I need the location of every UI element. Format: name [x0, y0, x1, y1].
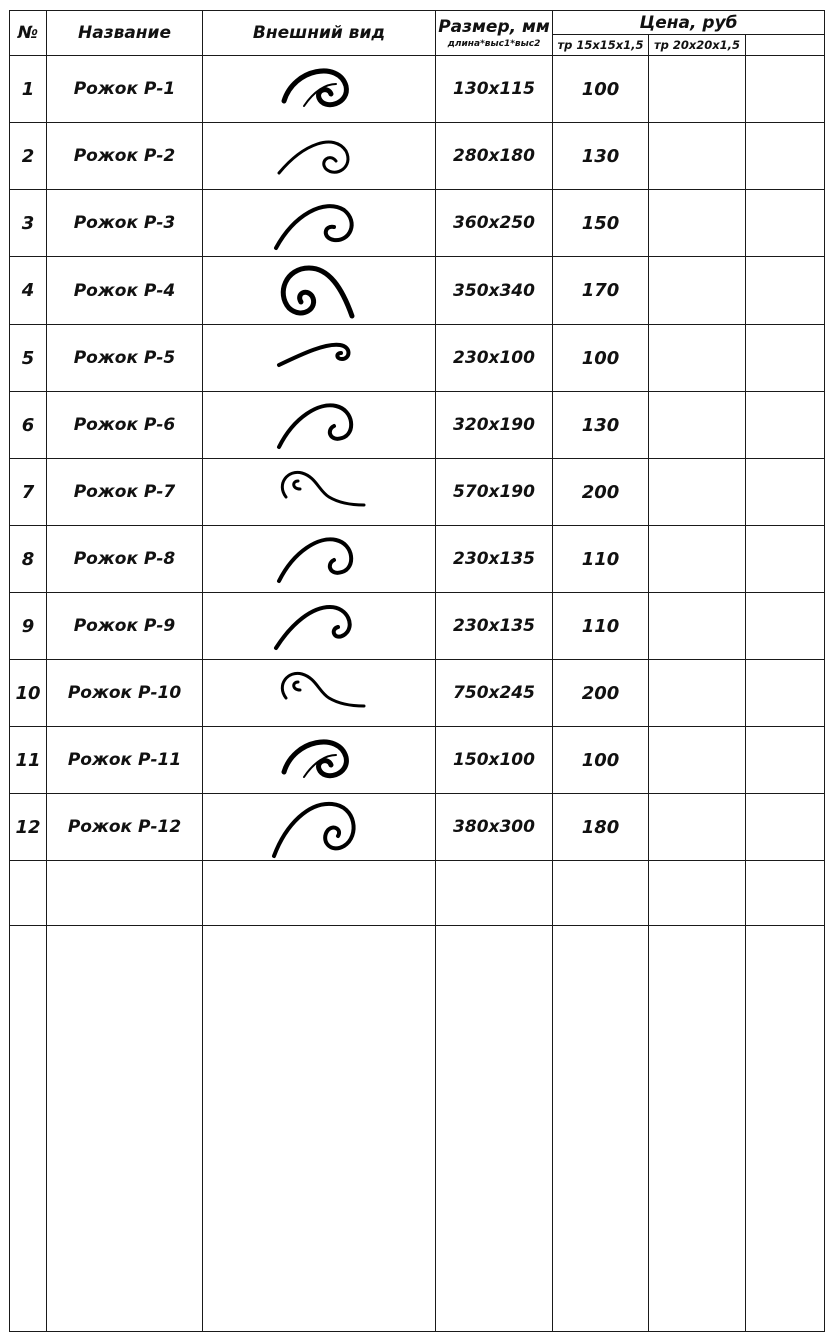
empty-cell — [649, 926, 746, 1332]
row-image — [203, 123, 436, 190]
table-row — [10, 56, 825, 123]
empty-cell — [47, 926, 203, 1332]
row-price-15x15: 200 — [553, 459, 649, 526]
row-price-20x20 — [649, 56, 746, 123]
header-size-title: Размер, мм — [438, 17, 550, 37]
row-name: Рожок Р-9 — [47, 593, 203, 660]
empty-cell — [10, 926, 47, 1332]
row-price-20x20 — [649, 123, 746, 190]
row-image — [203, 257, 436, 325]
table-row — [10, 123, 825, 190]
row-size: 230х100 — [436, 325, 553, 392]
header-view: Внешний вид — [203, 11, 436, 56]
scroll-large-icon — [264, 794, 374, 860]
table-row — [10, 392, 825, 459]
row-name: Рожок Р-3 — [47, 190, 203, 257]
header-size — [436, 11, 553, 56]
row-number: 9 — [10, 593, 47, 660]
row-price-15x15: 100 — [553, 727, 649, 794]
table-row — [10, 794, 825, 861]
row-price-20x20 — [649, 593, 746, 660]
empty-cell — [10, 861, 47, 926]
row-price-extra — [746, 325, 825, 392]
header-name: Название — [47, 11, 203, 56]
row-size: 350х340 — [436, 257, 553, 325]
empty-cell — [746, 861, 825, 926]
header-size-subtitle: длина*выс1*выс2 — [447, 39, 541, 49]
empty-cell — [203, 861, 436, 926]
price-table — [9, 10, 825, 1332]
row-number: 2 — [10, 123, 47, 190]
row-price-15x15: 110 — [553, 526, 649, 593]
row-price-20x20 — [649, 459, 746, 526]
empty-cell — [436, 926, 553, 1332]
scroll-left-curl-icon — [264, 258, 374, 324]
row-number: 7 — [10, 459, 47, 526]
row-price-extra — [746, 459, 825, 526]
row-name: Рожок Р-2 — [47, 123, 203, 190]
row-price-extra — [746, 794, 825, 861]
scroll-arc-icon — [264, 392, 374, 458]
row-price-extra — [746, 56, 825, 123]
row-number: 10 — [10, 660, 47, 727]
row-name: Рожок Р-12 — [47, 794, 203, 861]
row-price-20x20 — [649, 660, 746, 727]
header-row — [10, 11, 825, 35]
row-size: 320х190 — [436, 392, 553, 459]
scroll-tight-icon — [264, 56, 374, 122]
empty-row — [10, 926, 825, 1332]
row-price-extra — [746, 123, 825, 190]
row-price-15x15: 130 — [553, 392, 649, 459]
row-price-15x15: 200 — [553, 660, 649, 727]
empty-row — [10, 861, 825, 926]
table-row — [10, 257, 825, 325]
row-number: 12 — [10, 794, 47, 861]
row-image — [203, 526, 436, 593]
row-image — [203, 56, 436, 123]
row-size: 130х115 — [436, 56, 553, 123]
table-row — [10, 593, 825, 660]
row-price-extra — [746, 257, 825, 325]
row-size: 280х180 — [436, 123, 553, 190]
row-image — [203, 593, 436, 660]
row-size: 360х250 — [436, 190, 553, 257]
row-image — [203, 325, 436, 392]
row-price-extra — [746, 190, 825, 257]
row-price-20x20 — [649, 392, 746, 459]
row-name: Рожок Р-7 — [47, 459, 203, 526]
table-row — [10, 526, 825, 593]
table-row — [10, 459, 825, 526]
row-image — [203, 459, 436, 526]
header-price: Цена, руб — [553, 11, 825, 35]
table-row — [10, 660, 825, 727]
empty-cell — [436, 861, 553, 926]
scroll-arc-icon — [264, 526, 374, 592]
row-image — [203, 392, 436, 459]
row-price-15x15: 170 — [553, 257, 649, 325]
row-size: 570х190 — [436, 459, 553, 526]
row-name: Рожок Р-6 — [47, 392, 203, 459]
row-number: 5 — [10, 325, 47, 392]
row-number: 11 — [10, 727, 47, 794]
row-name: Рожок Р-1 — [47, 56, 203, 123]
scroll-tight-icon — [264, 727, 374, 793]
row-price-20x20 — [649, 257, 746, 325]
row-price-20x20 — [649, 325, 746, 392]
scroll-high-arc-icon — [264, 190, 374, 256]
row-number: 3 — [10, 190, 47, 257]
scroll-hook-icon — [264, 593, 374, 659]
table-row — [10, 190, 825, 257]
table-row — [10, 727, 825, 794]
scroll-wave-icon — [264, 660, 374, 726]
row-price-15x15: 100 — [553, 56, 649, 123]
header-num: № — [10, 11, 47, 56]
header-price-col3 — [746, 35, 825, 56]
table-row — [10, 325, 825, 392]
row-number: 4 — [10, 257, 47, 325]
row-name: Рожок Р-10 — [47, 660, 203, 727]
row-size: 380х300 — [436, 794, 553, 861]
row-price-extra — [746, 660, 825, 727]
row-price-extra — [746, 727, 825, 794]
row-price-15x15: 130 — [553, 123, 649, 190]
row-price-15x15: 100 — [553, 325, 649, 392]
row-image — [203, 794, 436, 861]
row-number: 6 — [10, 392, 47, 459]
scroll-wave-icon — [264, 459, 374, 525]
row-price-extra — [746, 526, 825, 593]
row-size: 750х245 — [436, 660, 553, 727]
empty-cell — [47, 861, 203, 926]
row-image — [203, 727, 436, 794]
scroll-flat-icon — [264, 325, 374, 391]
row-name: Рожок Р-5 — [47, 325, 203, 392]
row-price-20x20 — [649, 794, 746, 861]
row-name: Рожок Р-11 — [47, 727, 203, 794]
row-size: 150х100 — [436, 727, 553, 794]
empty-cell — [649, 861, 746, 926]
row-name: Рожок Р-8 — [47, 526, 203, 593]
row-price-extra — [746, 593, 825, 660]
row-number: 8 — [10, 526, 47, 593]
row-price-extra — [746, 392, 825, 459]
row-name: Рожок Р-4 — [47, 257, 203, 325]
row-price-15x15: 150 — [553, 190, 649, 257]
empty-cell — [553, 861, 649, 926]
row-price-15x15: 180 — [553, 794, 649, 861]
row-price-20x20 — [649, 526, 746, 593]
header-price-col2: тр 20х20х1,5 — [649, 35, 746, 56]
row-number: 1 — [10, 56, 47, 123]
empty-cell — [553, 926, 649, 1332]
row-size: 230х135 — [436, 526, 553, 593]
row-image — [203, 660, 436, 727]
empty-cell — [746, 926, 825, 1332]
row-image — [203, 190, 436, 257]
row-price-15x15: 110 — [553, 593, 649, 660]
row-size: 230х135 — [436, 593, 553, 660]
scroll-long-tail-icon — [264, 123, 374, 189]
row-price-20x20 — [649, 190, 746, 257]
header-price-col1: тр 15х15х1,5 — [553, 35, 649, 56]
empty-cell — [203, 926, 436, 1332]
row-price-20x20 — [649, 727, 746, 794]
